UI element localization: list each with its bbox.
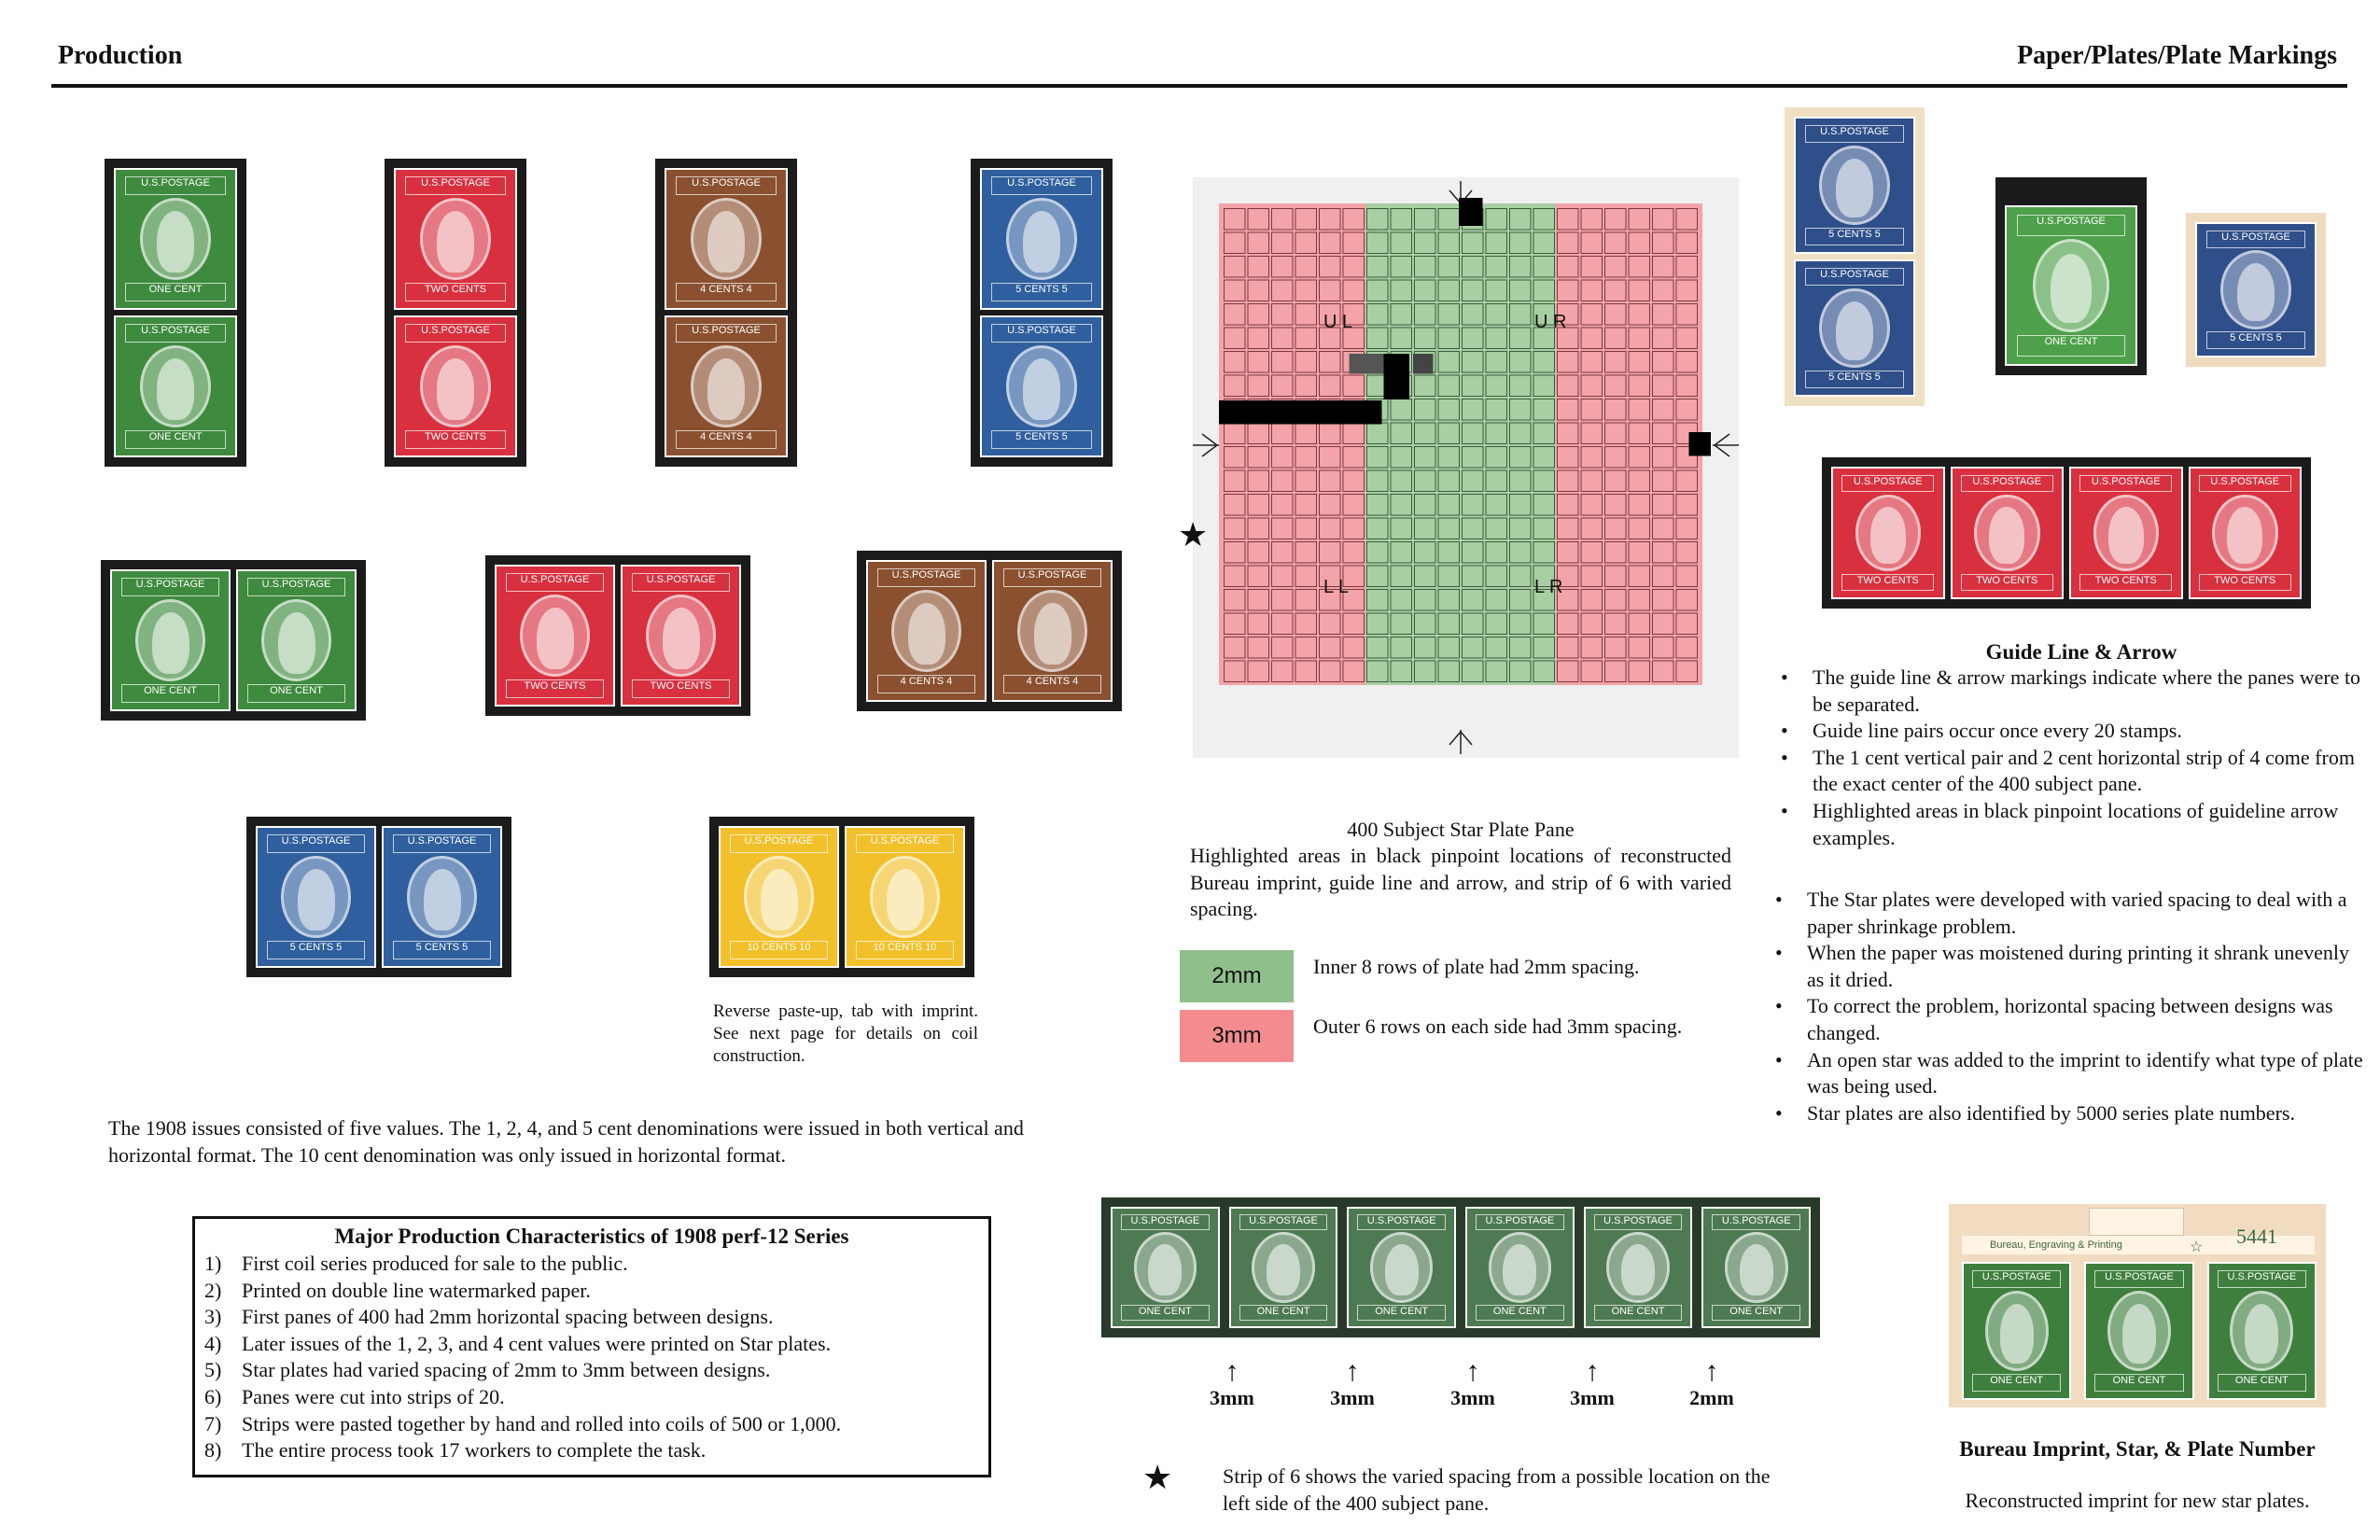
strip-star-icon: ★ [1142,1459,1173,1496]
issues-description: The 1908 issues consisted of five values. The 1, 2, 4, and 5 cent denominations were issued in both vertical and horizontal format. The 10 cent denomination was only issued in horizontal format. [108,1116,1024,1167]
imprint-caption: Reconstructed imprint for new star plates. [1965,1489,2310,1512]
spacing-marker-1: ↑ 3mm [1210,1356,1254,1409]
guide-bullet: • The guide line & arrow markings indicate where the panes were to be separated. [1777,665,2374,718]
plate-caption-body: Highlighted areas in black pinpoint locations of reconstructed Bureau imprint, guide line and arrow, and strip of 6 with varied spacing. [1190,844,1731,921]
stamp: U.S.POSTAGE 10 CENTS 10 [719,826,839,968]
stamp: U.S.POSTAGE 5 CENTS 5 [2195,222,2317,357]
stamp: U.S.POSTAGE 5 CENTS 5 [1794,259,1915,397]
spacing-marker-5: ↑ 2mm [1689,1356,1734,1409]
stamp: U.S.POSTAGE 4 CENTS 4 [866,560,987,702]
imprint-block [1949,1204,2326,1407]
stamp-pair-5c-horizontal [246,817,511,977]
stamp: U.S.POSTAGE ONE CENT [110,569,231,711]
stamp: U.S.POSTAGE ONE CENT [1347,1207,1456,1328]
legend-swatch-2mm: 2mm [1180,950,1294,1002]
plate-star-icon: ★ [1178,516,1209,553]
star-plate-bullet: • When the paper was moistened during printing it shrank unevenly as it dried. [1771,940,2369,993]
characteristic-item: 7) Strips were pasted together by hand and rolled into coils of 500 or 1,000. [204,1411,842,1435]
imprint-title: Bureau Imprint, Star, & Plate Number [1959,1437,2316,1461]
stamp-pair-2c-vertical [385,159,526,467]
plate-number: 5441 [2236,1225,2277,1248]
plate-label-ul: U L [1323,312,1353,332]
guide-arrow-right-b [1715,445,1729,456]
stamp: U.S.POSTAGE 10 CENTS 10 [845,826,965,968]
stamp: U.S.POSTAGE TWO CENTS [1951,467,2065,599]
stamp: U.S.POSTAGE 5 CENTS 5 [980,168,1103,310]
guide-bullet: • Guide line pairs occur once every 20 stamps. [1777,718,2374,745]
highlight-guide-pair [1384,354,1410,399]
plate-caption-title: 400 Subject Star Plate Pane [1347,818,1575,841]
stamp-pair-1c-vertical [105,159,246,467]
imprint-tab [2089,1208,2184,1236]
section-title-left: Production [58,41,183,70]
stamp: U.S.POSTAGE 5 CENTS 5 [1794,117,1915,254]
stamp: U.S.POSTAGE ONE CENT [114,168,237,310]
legend-text-3mm: Outer 6 rows on each side had 3mm spacing. [1313,1015,1683,1038]
stamp: U.S.POSTAGE TWO CENTS [1831,467,1945,599]
stamp: U.S.POSTAGE ONE CENT [2207,1262,2317,1400]
characteristics-list [204,1251,979,1464]
strip-of-six [1101,1197,1820,1337]
characteristic-item: 2) Printed on double line watermarked paper. [204,1278,591,1302]
plate-svg [1193,177,1739,758]
stamp-strip-2c-guide-line [1822,457,2311,609]
spacing-marker-3: ↑ 3mm [1450,1356,1495,1409]
stamp-pair-10c-paste-up [709,817,974,977]
characteristics-title: Major Production Characteristics of 1908 perf-12 Series [334,1225,849,1248]
spacing-marker-4: ↑ 3mm [1570,1356,1615,1409]
stamp: U.S.POSTAGE ONE CENT [1962,1262,2071,1400]
stamp: U.S.POSTAGE TWO CENTS [621,565,741,707]
star-plate-bullet: • An open star was added to the imprint to identify what type of plate was being used. [1771,1047,2369,1100]
stamp: U.S.POSTAGE 4 CENTS 4 [665,168,788,310]
guide-bullets [1777,665,2374,851]
highlight-imprint [1459,198,1483,226]
stamp: U.S.POSTAGE ONE CENT [1584,1207,1693,1328]
highlight-arrow-right [1689,432,1712,456]
stamp-pair-4c-vertical [655,159,797,467]
star-plate-bullet: • To correct the problem, horizontal spacing between designs was changed. [1771,993,2369,1046]
stamp: U.S.POSTAGE 5 CENTS 5 [382,826,502,968]
stamp-pair-4c-horizontal [857,551,1122,711]
stamp: U.S.POSTAGE ONE CENT [1229,1207,1338,1328]
stamp: U.S.POSTAGE ONE CENT [1465,1207,1575,1328]
stamp: U.S.POSTAGE ONE CENT [114,315,237,457]
highlight-strip-of-six [1219,400,1382,425]
stamp: U.S.POSTAGE ONE CENT [2084,1262,2193,1400]
characteristics-box [192,1216,991,1477]
stamp: U.S.POSTAGE TWO CENTS [394,315,517,457]
guide-title: Guide Line & Arrow [1985,640,2177,664]
strip-caption: Strip of 6 shows the varied spacing from a possible location on the left side of the 400 subject pane. [1223,1464,1771,1515]
legend-swatch-3mm: 3mm [1180,1010,1294,1062]
stamp: U.S.POSTAGE ONE CENT [1701,1207,1811,1328]
highlight-guide-a [1413,354,1434,374]
characteristic-item: 4) Later issues of the 1, 2, 3, and 4 cent values were printed on Star plates. [204,1331,832,1355]
star-plate-bullet: • Star plates are also identified by 5000 series plate numbers. [1771,1100,2369,1127]
star-plate-bullets [1771,887,2369,1127]
stamp: U.S.POSTAGE 4 CENTS 4 [665,315,788,457]
section-title-right: Paper/Plates/Plate Markings [2017,41,2337,70]
spacing-marker-2: ↑ 3mm [1330,1356,1375,1409]
stamp: U.S.POSTAGE TWO CENTS [2069,467,2183,599]
characteristic-item: 3) First panes of 400 had 2mm horizontal spacing between designs. [204,1305,774,1329]
stamp: U.S.POSTAGE TWO CENTS [394,168,517,310]
characteristic-item: 5) Star plates had varied spacing of 2mm to 3mm between designs. [204,1358,771,1382]
stamp: U.S.POSTAGE ONE CENT [2005,205,2137,366]
stamp: U.S.POSTAGE 5 CENTS 5 [256,826,376,968]
guide-arrow-bottom-l [1449,732,1461,745]
stamp: U.S.POSTAGE 5 CENTS 5 [980,315,1103,457]
header-rule [51,84,2347,88]
stamp-pair-1c-horizontal [101,560,366,721]
plate-label-ll: L L [1323,577,1350,597]
guide-arrow-right-t [1715,434,1729,445]
stamp: U.S.POSTAGE ONE CENT [1111,1207,1220,1328]
star-plate-bullet: • The Star plates were developed with varied spacing to deal with a paper shrinkage problem. [1771,887,2369,940]
characteristic-item: 8) The entire process took 17 workers to complete the task. [204,1438,707,1463]
stamp-5c-arrow [2186,213,2326,367]
characteristic-item: 1) First coil series produced for sale to the public. [204,1252,628,1275]
guide-arrow-left-b [1202,445,1217,456]
stamp: U.S.POSTAGE TWO CENTS [2189,467,2303,599]
guide-arrow-bottom-r [1461,732,1472,745]
characteristic-item: 6) Panes were cut into strips of 20. [204,1384,505,1408]
imprint-stamps [1962,1262,2317,1400]
imprint-text: Bureau, Engraving & Printing [1962,1236,2315,1254]
paste-up-caption: Reverse paste-up, tab with imprint. See next page for details on coil construction. [713,1001,978,1066]
stamp-pair-5c-guide-line [1785,107,1925,406]
plate-label-ur: U R [1534,312,1567,332]
stamp: U.S.POSTAGE ONE CENT [236,569,357,711]
stamp: U.S.POSTAGE TWO CENTS [495,565,615,707]
guide-arrow-left-t [1202,434,1217,445]
guide-bullet: • Highlighted areas in black pinpoint locations of guideline arrow examples. [1777,798,2374,851]
stamp-pair-5c-vertical [971,159,1113,467]
stamp-1c-arrow [1995,177,2147,375]
plate-label-lr: L R [1534,577,1563,597]
plate-diagram [1193,177,1739,758]
guide-bullet: • The 1 cent vertical pair and 2 cent horizontal strip of 4 come from the exact center of the 400 subject pane. [1777,745,2374,798]
legend-text-2mm: Inner 8 rows of plate had 2mm spacing. [1313,955,1640,978]
stamp-pair-2c-horizontal [485,555,750,716]
stamp: U.S.POSTAGE 4 CENTS 4 [992,560,1113,702]
imprint-star-icon: ☆ [2190,1239,2204,1255]
